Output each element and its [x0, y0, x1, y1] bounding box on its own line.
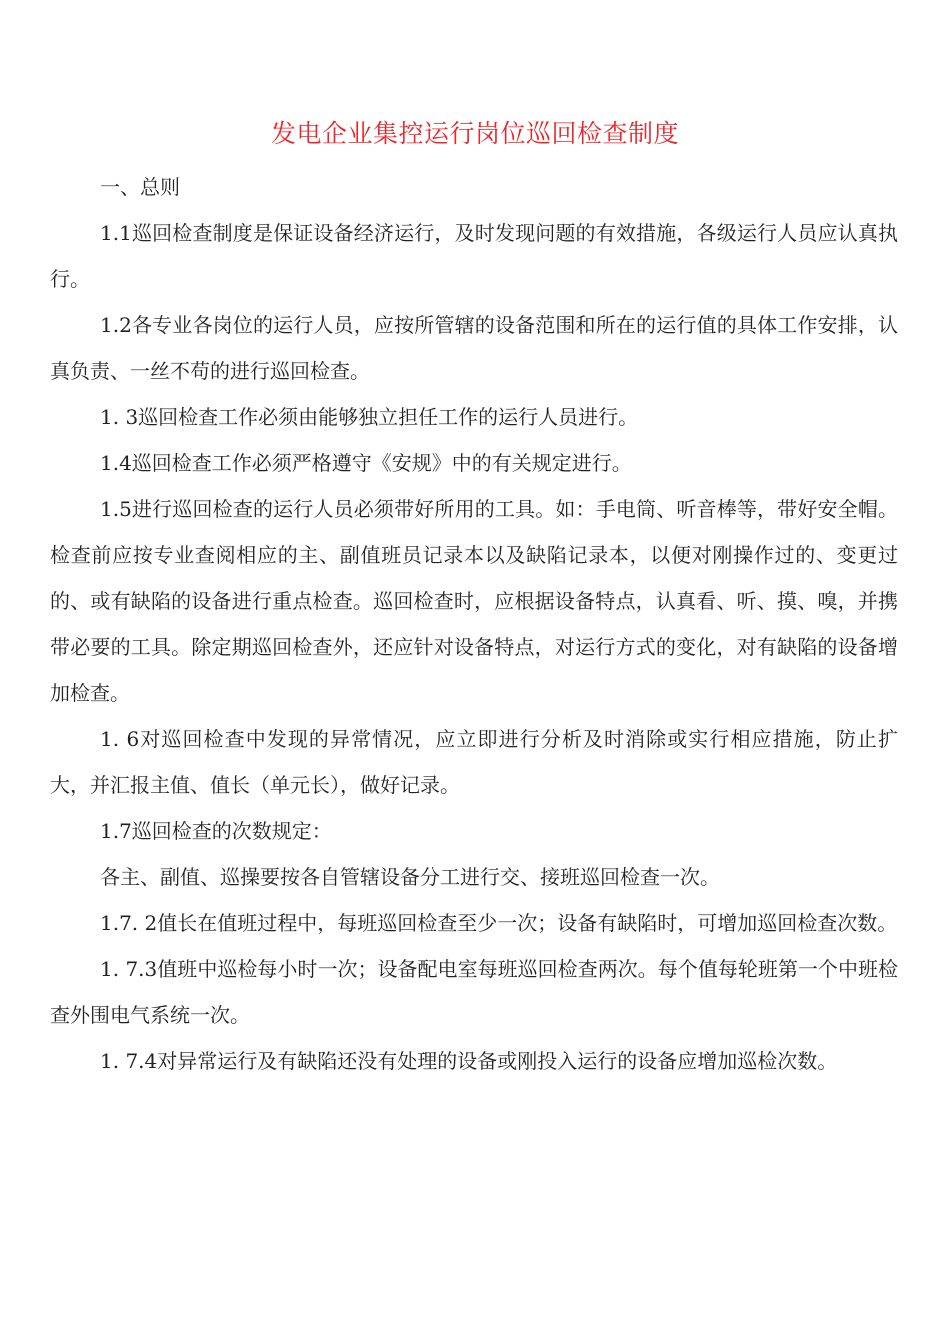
paragraph-1-3: 1. 3巡回检查工作必须由能够独立担任工作的运行人员进行。: [100, 405, 639, 429]
document-body: [50, 164, 898, 1084]
paragraph-1-7-2: 1.7. 2值长在值班过程中，每班巡回检查至少一次；设备有缺陷时，可增加巡回检查次数。: [100, 911, 898, 935]
paragraph-1-7-3: 1. 7.3值班中巡检每小时一次；设备配电室每班巡回检查两次。每个值每轮班第一个中班检查外围电气系统一次。: [50, 957, 898, 1027]
paragraph-1-1: 1.1巡回检查制度是保证设备经济运行，及时发现问题的有效措施，各级运行人员应认真执行。: [50, 221, 898, 291]
paragraph-1-2: 1.2各专业各岗位的运行人员，应按所管辖的设备范围和所在的运行值的具体工作安排，认真负责、一丝不苟的进行巡回检查。: [50, 313, 898, 383]
paragraph-1-7-4: 1. 7.4对异常运行及有缺陷还没有处理的设备或刚投入运行的设备应增加巡检次数。: [100, 1049, 838, 1073]
section-heading: 一、总则: [100, 175, 180, 199]
paragraph-1-7: 1.7巡回检查的次数规定：: [100, 819, 332, 843]
paragraph-1-5: 1.5进行巡回检查的运行人员必须带好所用的工具。如：手电筒、听音棒等，带好安全帽。检查前应按专业查阅相应的主、副值班员记录本以及缺陷记录本，以便对刚操作过的、变更过的、或有缺陷的设备进行重点检查。巡回检查时，应根据设备特点，认真看、听、摸、嗅，并携带必要的工具。除定期巡回检查外，还应针对设备特点，对运行方式的变化，对有缺陷的设备增加检查。: [50, 497, 898, 705]
paragraph-1-6: 1. 6对巡回检查中发现的异常情况，应立即进行分析及时消除或实行相应措施，防止扩大，并汇报主值、值长（单元长），做好记录。: [50, 727, 898, 797]
paragraph-1-7-1: 各主、副值、巡操要按各自管辖设备分工进行交、接班巡回检查一次。: [100, 865, 720, 889]
paragraph-1-4: 1.4巡回检查工作必须严格遵守《安规》中的有关规定进行。: [100, 451, 632, 475]
document-title: 发电企业集控运行岗位巡回检查制度: [270, 119, 679, 148]
